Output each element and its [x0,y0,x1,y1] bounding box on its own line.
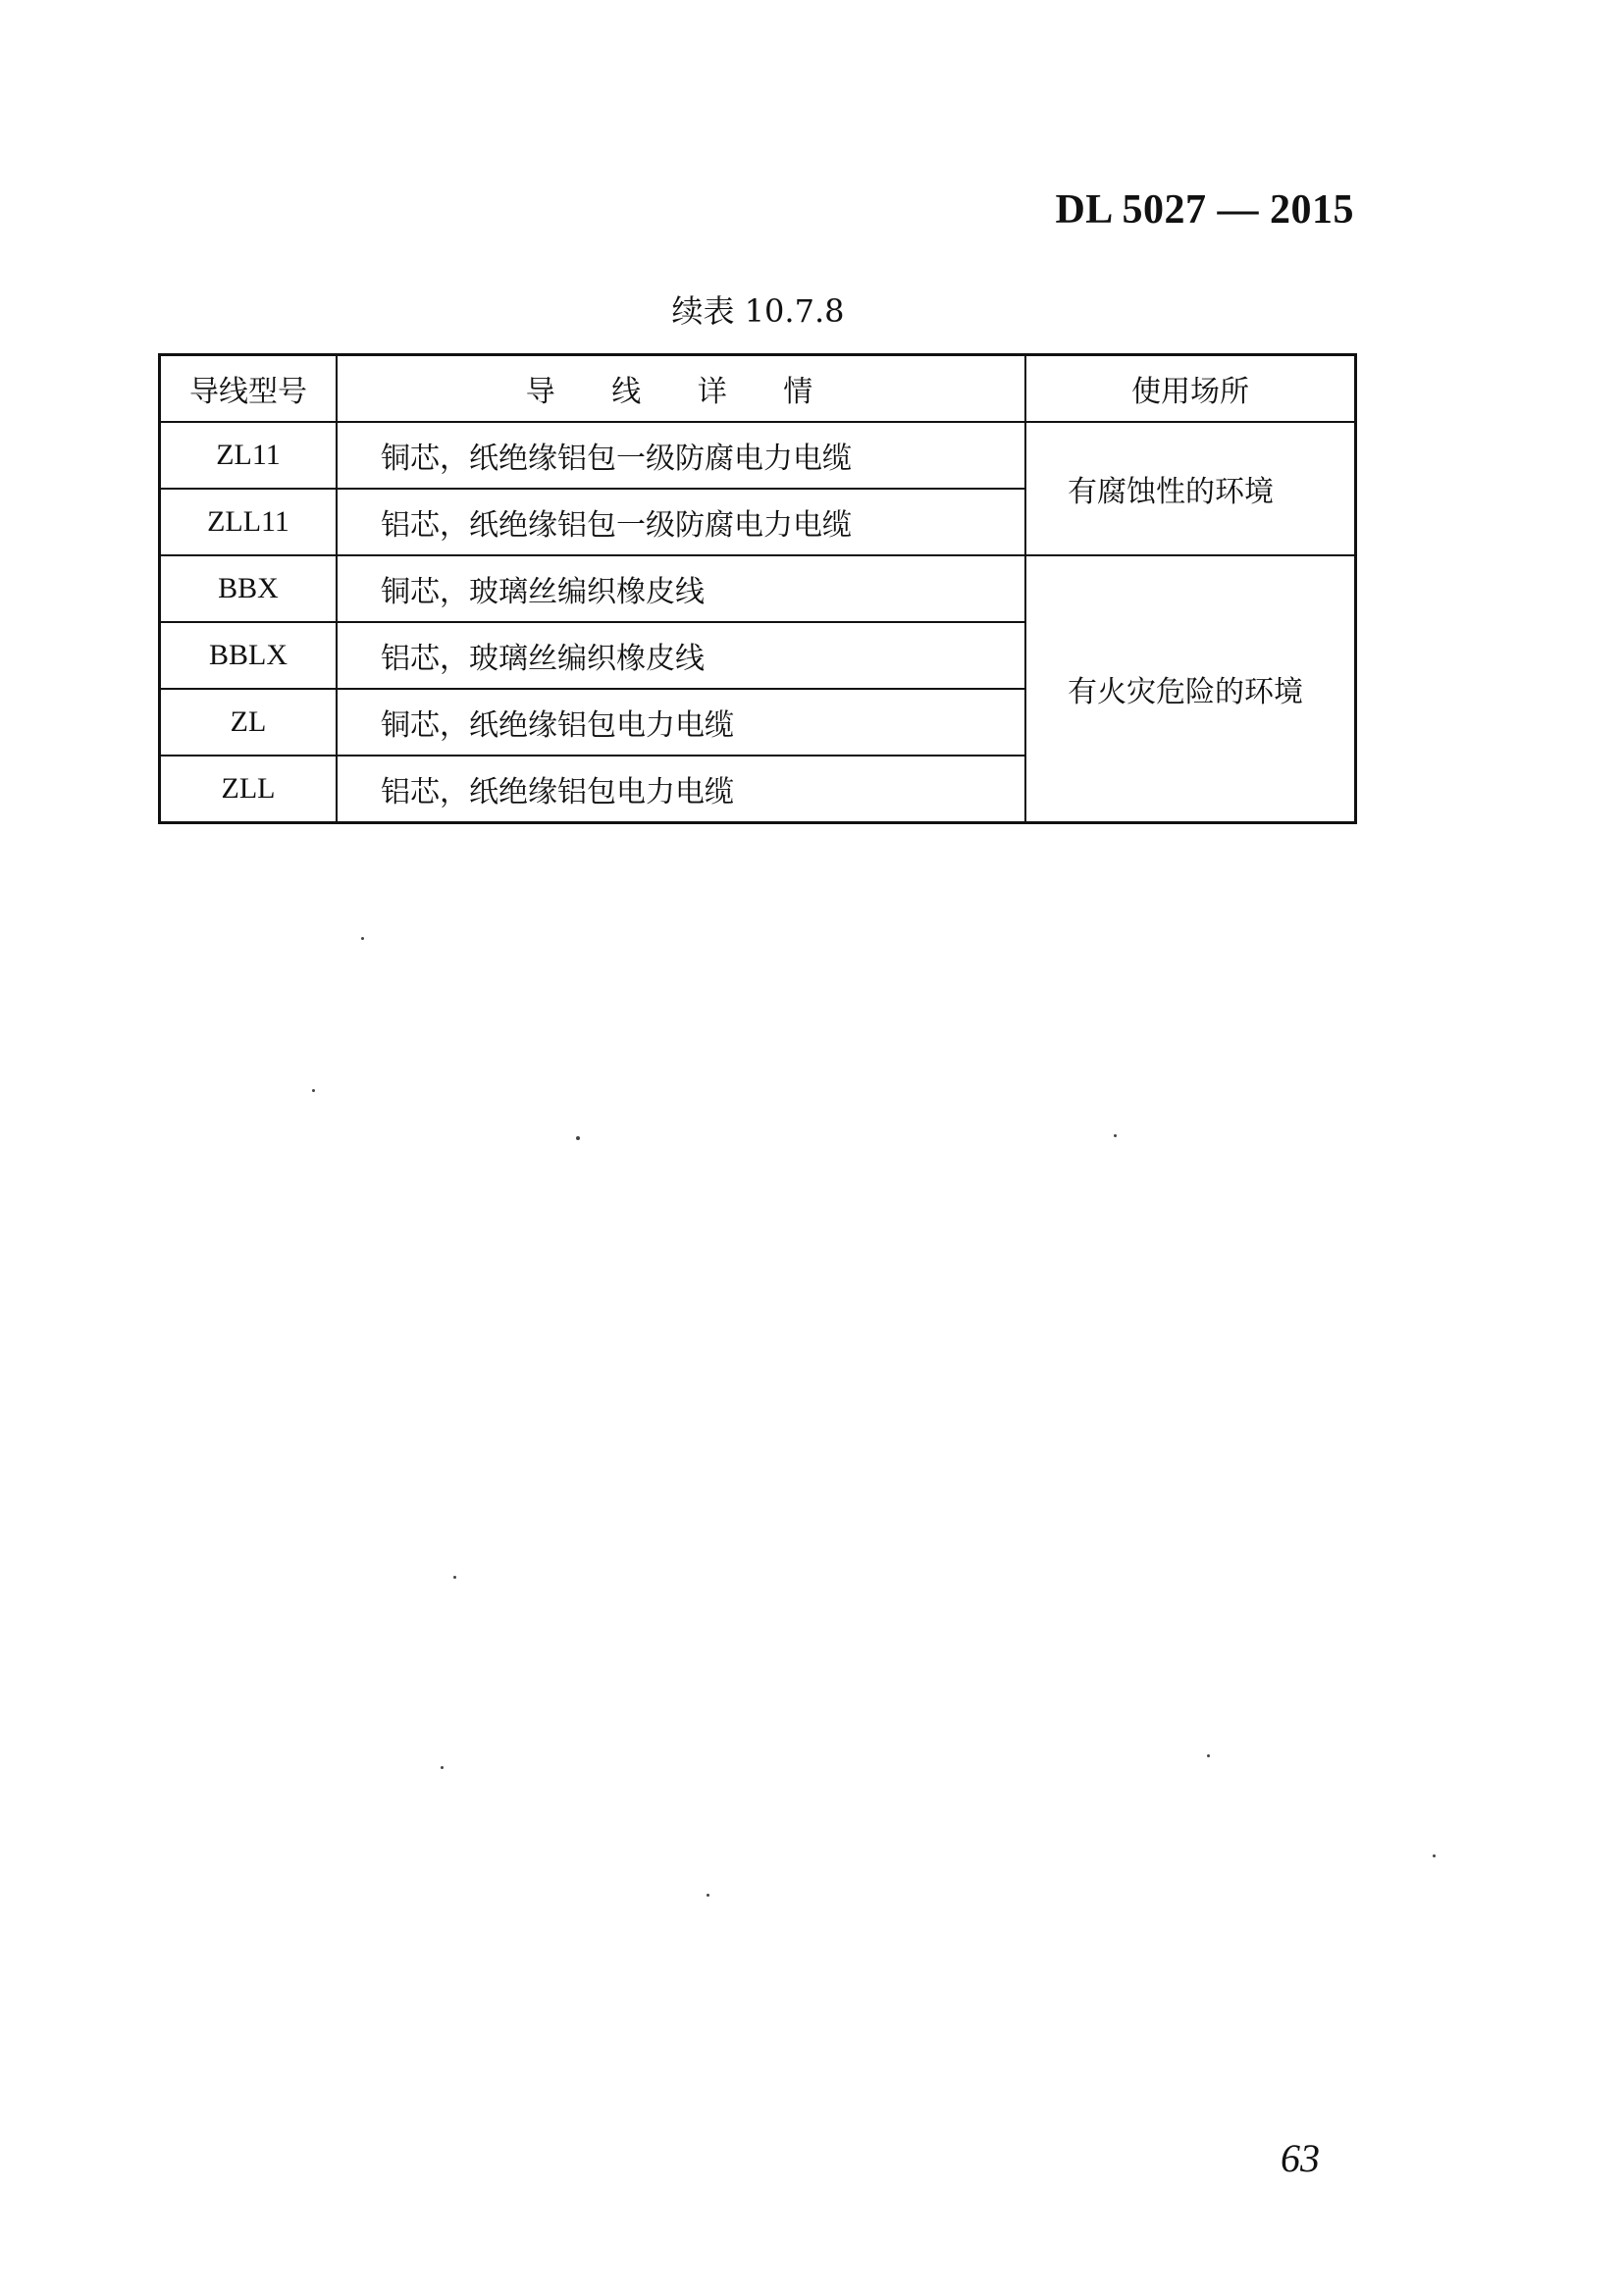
wire-type-table [158,353,1357,824]
standard-code: DL 5027 — 2015 [1055,187,1354,233]
scan-speck [1433,1854,1436,1857]
table-header-row [160,355,1356,423]
column-header-place: 使用场所 [1025,355,1356,423]
scan-speck [707,1894,709,1897]
cell-place: 有腐蚀性的环境 [1025,422,1356,555]
cell-model: ZLL [160,756,338,823]
table-row [160,555,1356,622]
scan-speck [361,937,364,940]
cell-detail: 铝芯，纸绝缘铝包电力电缆 [337,756,1025,823]
cell-model: ZLL11 [160,489,338,555]
cell-detail: 铝芯，玻璃丝编织橡皮线 [337,622,1025,689]
scan-speck [441,1766,444,1769]
cell-model: ZL [160,689,338,756]
cell-detail: 铜芯，纸绝缘铝包电力电缆 [337,689,1025,756]
scan-speck [453,1576,456,1579]
table-caption: 续表 10.7.8 [671,292,845,330]
table-row [160,422,1356,489]
column-header-detail: 导 线 详 情 [337,355,1025,423]
cell-detail: 铝芯，纸绝缘铝包一级防腐电力电缆 [337,489,1025,555]
cell-detail: 铜芯，玻璃丝编织橡皮线 [337,555,1025,622]
cell-model: BBX [160,555,338,622]
cell-place: 有火灾危险的环境 [1025,555,1356,823]
scan-speck [1207,1754,1210,1757]
scan-speck [1114,1134,1117,1137]
cell-model: ZL11 [160,422,338,489]
scan-speck [576,1136,580,1140]
cell-detail: 铜芯，纸绝缘铝包一级防腐电力电缆 [337,422,1025,489]
page-number: 63 [1281,2136,1320,2180]
column-header-model: 导线型号 [160,355,338,423]
scan-speck [312,1089,315,1092]
cell-model: BBLX [160,622,338,689]
